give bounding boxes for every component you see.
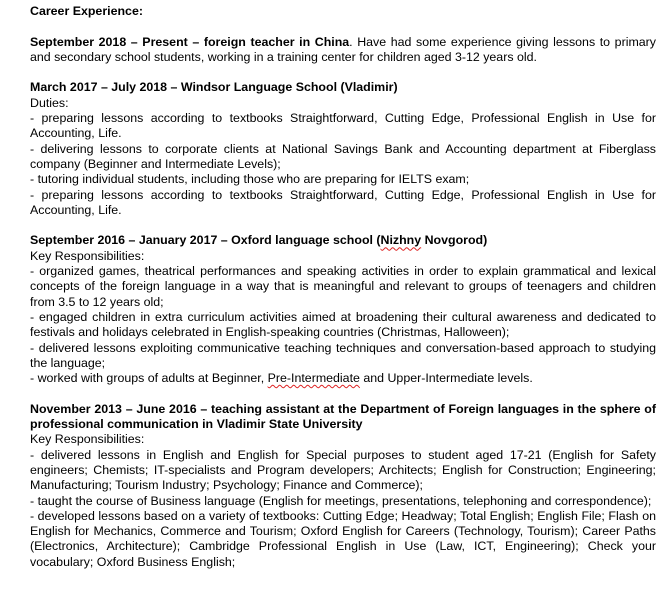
entry-title-part: September 2016 – January 2017 – Oxford language school ( bbox=[30, 233, 381, 248]
entry-subheading: Duties: bbox=[30, 95, 69, 110]
list-item: - delivered lessons in English and English for Special purposes to student aged 17-21 (English for Safety engineers; Chemists; IT-specialists and Program developers; Architects; English for Construction; Engineering; Manufacturing; Tourism Industry; Psychology; Finance and Commerce); bbox=[30, 447, 656, 493]
list-item: - preparing lessons according to textbooks Straightforward, Cutting Edge, Professional English in Use for Accounting, Life. bbox=[30, 111, 656, 141]
list-item: - taught the course of Business language (English for meetings, presentations, telephoning and correspondence); bbox=[30, 493, 652, 508]
list-item: - engaged children in extra curriculum activities aimed at broadening their cultural awareness and dedicated to festivals and holidays celebrated in English-speaking countries (Christmas, Halloween); bbox=[30, 309, 656, 340]
document-page bbox=[30, 4, 656, 570]
entry-title: September 2018 – Present – foreign teacher in China bbox=[30, 34, 350, 49]
list-item: - delivered lessons exploiting communicative teaching techniques and conversation-based approach to studying the language; bbox=[30, 340, 656, 370]
spellcheck-word[interactable]: Pre-Intermediate bbox=[267, 371, 360, 386]
entry-subheading: Key Responsibilities: bbox=[30, 248, 145, 263]
entry-windsor bbox=[30, 80, 656, 218]
list-item bbox=[30, 371, 656, 386]
entry-china bbox=[30, 35, 656, 66]
entry-oxford bbox=[30, 233, 656, 386]
entry-title: November 2013 – June 2016 – teaching assistant at the Department of Foreign languages in the sphere of professional communication in Vladimir State University bbox=[30, 401, 656, 432]
list-item: - preparing lessons according to textbooks Straightforward, Cutting Edge, Professional English in Use for Accounting, Life. bbox=[30, 187, 656, 217]
list-item: - organized games, theatrical performances and speaking activities in order to explain grammatical and lexical concepts of the foreign language in a way that is meaningful and relevant to groups of teenagers and children from 3.5 to 12 years old; bbox=[30, 264, 656, 309]
entry-vladimir-university bbox=[30, 402, 656, 570]
spellcheck-word[interactable]: Nizhny bbox=[380, 233, 422, 248]
list-item: - tutoring individual students, including those who are preparing for IELTS exam; bbox=[30, 172, 470, 187]
entry-title-part: Novgorod) bbox=[421, 233, 488, 248]
list-item-part: - worked with groups of adults at Beginner, bbox=[30, 371, 268, 386]
entry-title bbox=[30, 233, 656, 248]
list-item: - developed lessons based on a variety of textbooks: Cutting Edge; Headway; Total English; English File; Flash on English for Mechanics, Commerce and Tourism; Oxford English for Careers (Technology, Tourism); Career Paths (Electronics, Architecture); Cambridge Professional English in Use (Law, ICT, Engineering); Check your vocabulary; Oxford Business English; bbox=[30, 508, 656, 569]
entry-subheading: Key Responsibilities: bbox=[30, 432, 145, 447]
list-item-part: and Upper-Intermediate levels. bbox=[359, 371, 533, 386]
section-title: Career Experience: bbox=[30, 4, 143, 18]
entry-title: March 2017 – July 2018 – Windsor Language School (Vladimir) bbox=[30, 80, 398, 95]
list-item: - delivering lessons to corporate clients at National Savings Bank and Accounting department at Fiberglass company (Beginner and Intermediate Levels); bbox=[30, 141, 656, 171]
entry-text: . Have had some experience giving lessons to primary and secondary school students, working in a training center for children aged 3-12 years old. bbox=[30, 34, 656, 64]
